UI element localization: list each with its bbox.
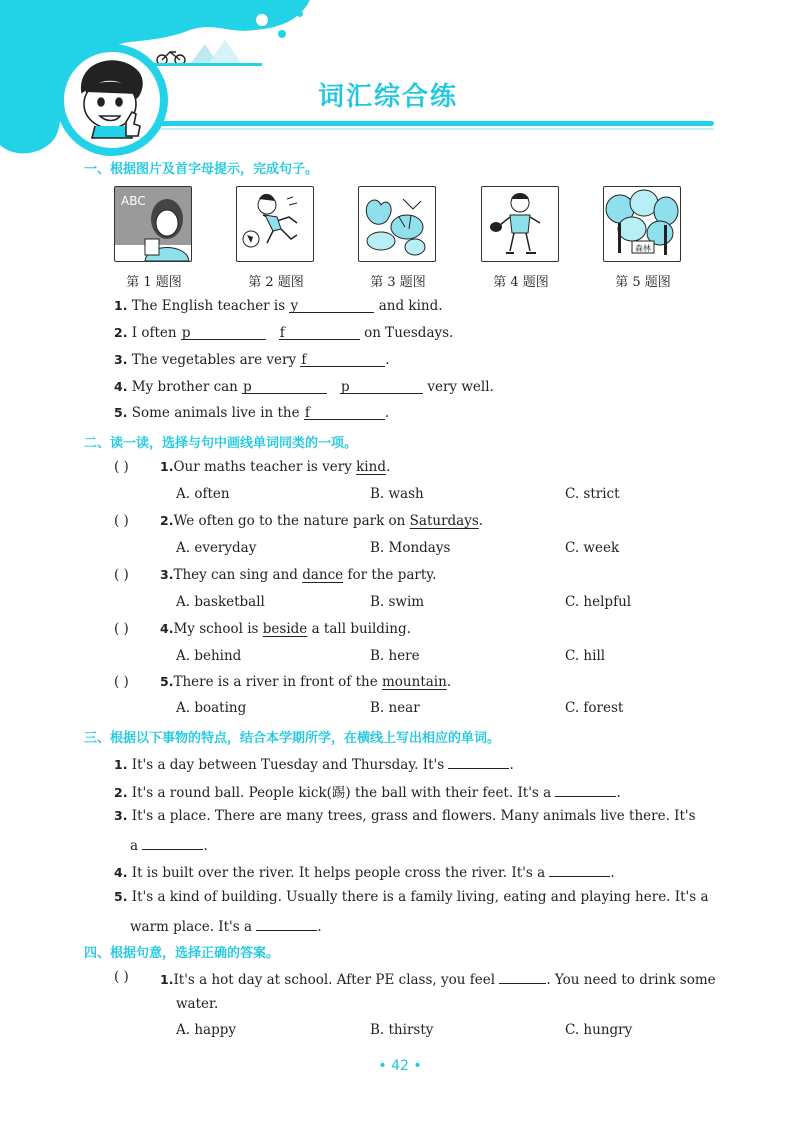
s3-question-5: 5. It's a kind of building. Usually there is a family living, eating and playing here. It's a (114, 889, 709, 905)
option-c[interactable]: C. forest (565, 700, 624, 716)
s3-q2-blank[interactable] (555, 782, 616, 797)
s4-q1-blank (499, 969, 546, 984)
page-number: • 42 • (378, 1058, 422, 1074)
s1-q2-blank-2[interactable]: f (279, 325, 360, 340)
option-c[interactable]: C. hill (565, 648, 606, 664)
section-3-heading: 三、根据以下事物的特点，结合本学期所学，在横线上写出相应的单词。 (84, 731, 501, 746)
answer-paren[interactable]: ( ) (114, 513, 129, 529)
s3-q4-blank[interactable] (549, 862, 610, 877)
answer-paren[interactable]: ( ) (114, 459, 129, 475)
board-text: ABC (121, 194, 146, 208)
s1-q5-blank-1[interactable]: f (304, 405, 385, 420)
s1-question-2: 2. I often p f on Tuesdays. (114, 325, 454, 341)
underlined-word: Saturdays (409, 513, 479, 529)
s1-q3-blank-1[interactable]: f (300, 352, 385, 367)
s3-question-3: 3. It's a place. There are many trees, grass and flowers. Many animals live there. It's (114, 808, 696, 824)
football-player-icon (237, 187, 313, 261)
option-c[interactable]: C. helpful (565, 594, 632, 610)
option-c[interactable]: C. hungry (565, 1022, 633, 1038)
caption-5: 第 5 题图 (615, 275, 671, 290)
underlined-word: kind (356, 459, 386, 475)
figure-2 (236, 186, 316, 290)
option-b[interactable]: B. near (370, 700, 420, 716)
forest-sign-text: 森林 (635, 244, 651, 253)
figure-row (114, 186, 694, 296)
underlined-word: beside (262, 621, 308, 637)
s3-q1-blank[interactable] (448, 754, 509, 769)
caption-3: 第 3 题图 (370, 275, 426, 290)
answer-paren[interactable]: ( ) (114, 969, 129, 985)
section-4-heading: 四、根据句意，选择正确的答案。 (84, 946, 280, 961)
option-a[interactable]: A. happy (176, 1022, 236, 1038)
answer-paren[interactable]: ( ) (114, 674, 129, 690)
s3-question-2: 2. It's a round ball. People kick(踢) the ball with their feet. It's a . (114, 781, 621, 801)
section-2-heading: 二、读一读，选择与句中画线单词同类的一项。 (84, 436, 358, 451)
option-b[interactable]: B. thirsty (370, 1022, 434, 1038)
option-b[interactable]: B. Mondays (370, 540, 451, 556)
option-b[interactable]: B. swim (370, 594, 425, 610)
option-a[interactable]: A. everyday (176, 540, 257, 556)
option-a[interactable]: A. often (176, 486, 230, 502)
figure-1 (114, 186, 194, 290)
figure-3 (358, 186, 438, 290)
s3-question-1: 1. It's a day between Tuesday and Thursday. It's . (114, 754, 514, 773)
s1-q2-blank-1[interactable]: p (181, 325, 266, 340)
s1-question-3: 3. The vegetables are very f . (114, 352, 390, 368)
figure-4 (481, 186, 561, 290)
s3-question-4: 4. It is built over the river. It helps people cross the river. It's a . (114, 862, 615, 881)
s4-q1-line2: water. (176, 996, 219, 1012)
option-a[interactable]: A. basketball (176, 594, 265, 610)
underlined-word: mountain (382, 674, 447, 690)
option-a[interactable]: A. behind (176, 648, 242, 664)
figure-5 (603, 186, 683, 290)
teacher-illustration-icon (115, 187, 191, 261)
s1-question-5: 5. Some animals live in the f . (114, 405, 390, 421)
vegetables-icon (359, 187, 435, 261)
s3-q5-blank[interactable] (256, 916, 317, 931)
s1-q4-blank-2[interactable]: p (340, 379, 423, 394)
caption-1: 第 1 题图 (126, 275, 182, 290)
s3-question-5-cont: warm place. It's a . (130, 916, 322, 935)
answer-paren[interactable]: ( ) (114, 567, 129, 583)
underlined-word: dance (302, 567, 344, 583)
s3-question-3-cont: a . (130, 835, 208, 854)
ping-pong-player-icon (482, 187, 558, 261)
s1-q1-blank-1[interactable]: y (289, 298, 374, 313)
option-b[interactable]: B. here (370, 648, 420, 664)
caption-4: 第 4 题图 (493, 275, 549, 290)
option-c[interactable]: C. week (565, 540, 620, 556)
option-c[interactable]: C. strict (565, 486, 620, 502)
s3-q3-blank[interactable] (142, 835, 203, 850)
forest-icon (604, 187, 680, 261)
option-a[interactable]: A. boating (176, 700, 247, 716)
section-1-heading: 一、根据图片及首字母提示，完成句子。 (84, 162, 319, 177)
page-title: 词汇综合练 (318, 82, 459, 112)
answer-paren[interactable]: ( ) (114, 621, 129, 637)
s1-q4-blank-1[interactable]: p (242, 379, 327, 394)
s1-question-1: 1. The English teacher is y and kind. (114, 298, 443, 314)
s1-question-4: 4. My brother can p p very well. (114, 379, 494, 395)
option-b[interactable]: B. wash (370, 486, 424, 502)
caption-2: 第 2 题图 (248, 275, 304, 290)
